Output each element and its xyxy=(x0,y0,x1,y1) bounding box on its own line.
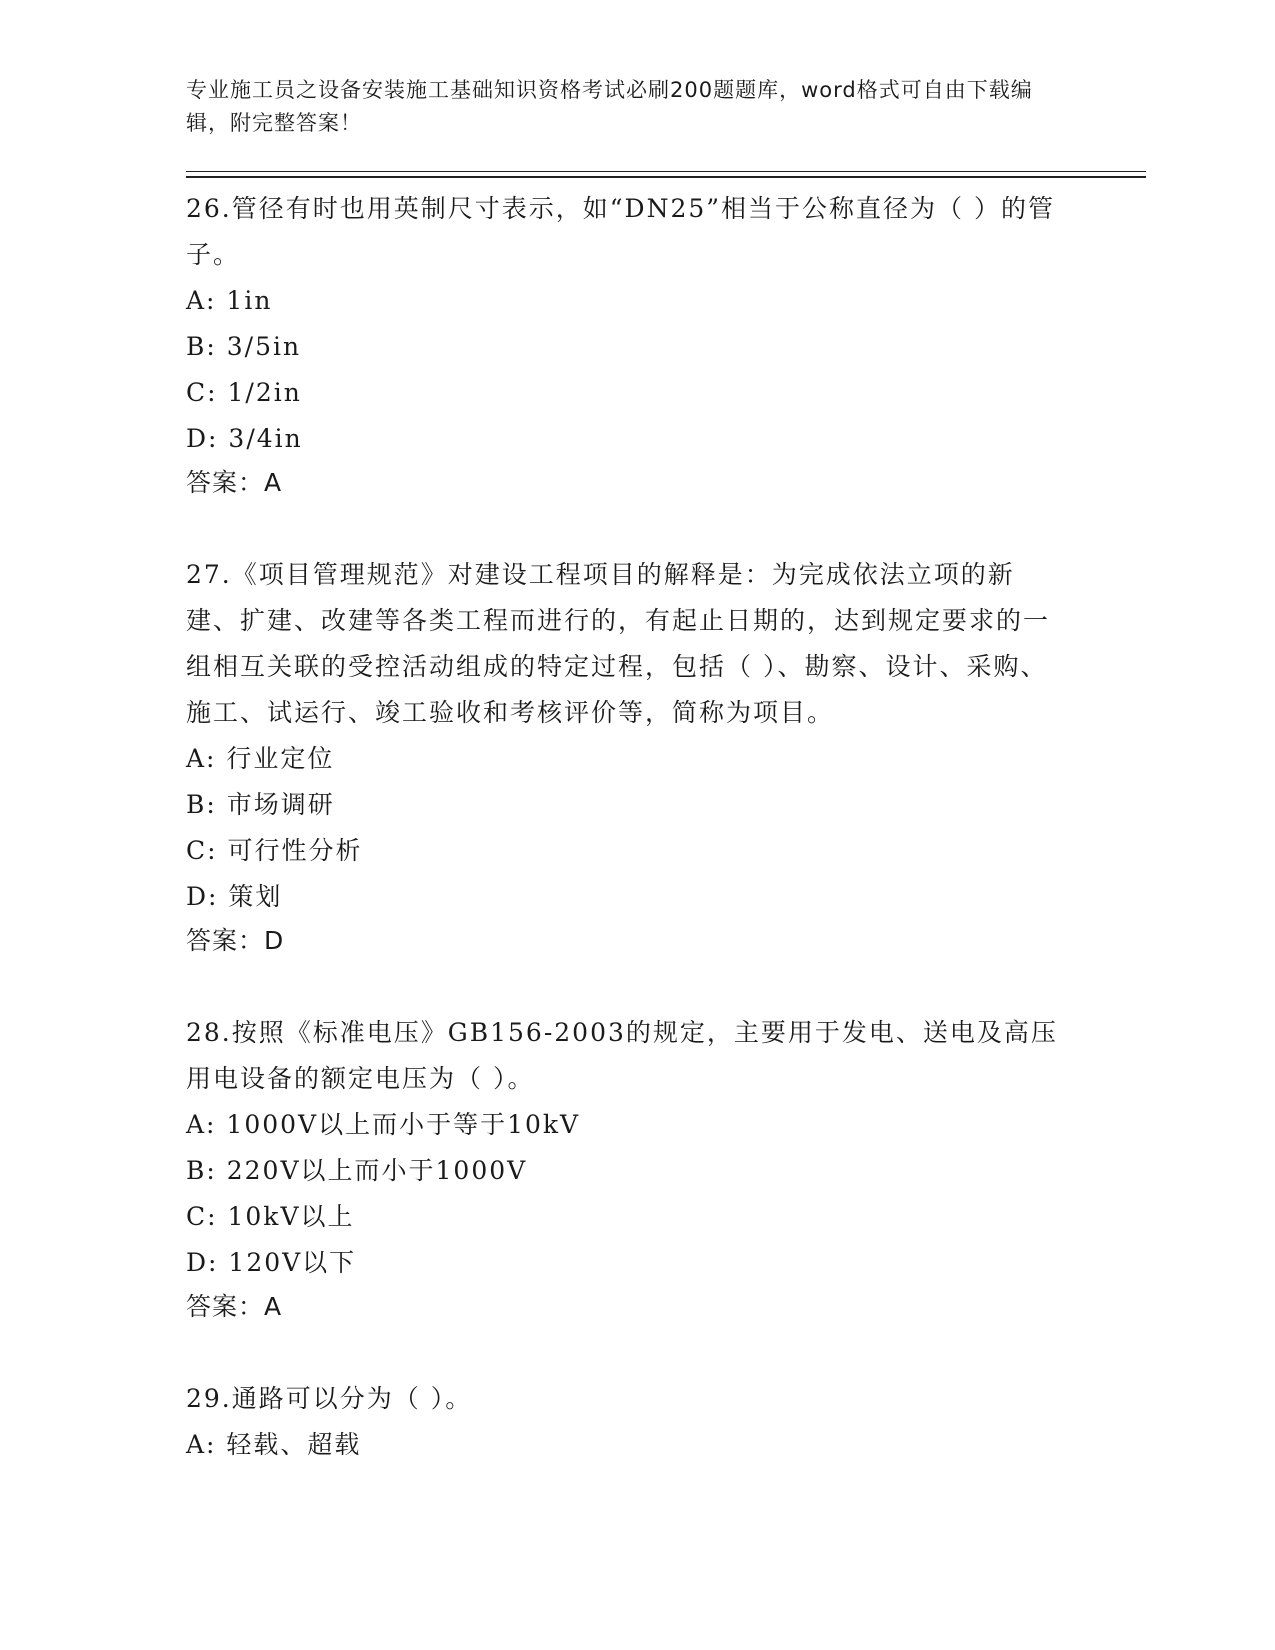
header-divider-thin xyxy=(186,171,1146,172)
option-b: B: 220V以上而小于1000V xyxy=(186,1156,528,1185)
option-c: C: 10kV以上 xyxy=(186,1202,355,1231)
question-27 xyxy=(186,552,1066,964)
option-a: A: 1000V以上而小于等于10kV xyxy=(186,1110,581,1139)
question-stem: 29.通路可以分为（ ）。 xyxy=(186,1384,473,1413)
question-26 xyxy=(186,186,1066,506)
question-29 xyxy=(186,1376,1066,1468)
option-d: D: 3/4in xyxy=(186,424,303,453)
option-c: C: 1/2in xyxy=(186,378,302,407)
question-list xyxy=(186,186,1066,1514)
question-stem: 28.按照《标准电压》GB156-2003的规定，主要用于发电、送电及高压用电设备的额定电压为（ ）。 xyxy=(186,1018,1058,1093)
question-stem: 26.管径有时也用英制尺寸表示，如“DN25”相当于公称直径为（ ）的管子。 xyxy=(186,194,1055,269)
header-divider-thick xyxy=(186,176,1146,178)
option-b: B: 3/5in xyxy=(186,332,302,361)
option-a: A: 1in xyxy=(186,286,273,315)
answer-label: 答案：A xyxy=(186,468,283,497)
document-header: 专业施工员之设备安装施工基础知识资格考试必刷200题题库，word格式可自由下载编辑，附完整答案！ xyxy=(186,78,1033,135)
option-a: A: 轻载、超载 xyxy=(186,1430,362,1459)
option-c: C: 可行性分析 xyxy=(186,836,363,865)
option-d: D: 策划 xyxy=(186,882,283,911)
option-a: A: 行业定位 xyxy=(186,744,335,773)
question-stem: 27.《项目管理规范》对建设工程项目的解释是：为完成依法立项的新建、扩建、改建等各类工程而进行的，有起止日期的，达到规定要求的一组相互关联的受控活动组成的特定过程，包括（ ）、勘察、设计、采购、施工、试运行、竣工验收和考核评价等，简称为项目。 xyxy=(186,560,1051,727)
answer-label: 答案：A xyxy=(186,1292,283,1321)
answer-label: 答案：D xyxy=(186,926,285,955)
option-b: B: 市场调研 xyxy=(186,790,335,819)
question-28 xyxy=(186,1010,1066,1330)
option-d: D: 120V以下 xyxy=(186,1248,357,1277)
